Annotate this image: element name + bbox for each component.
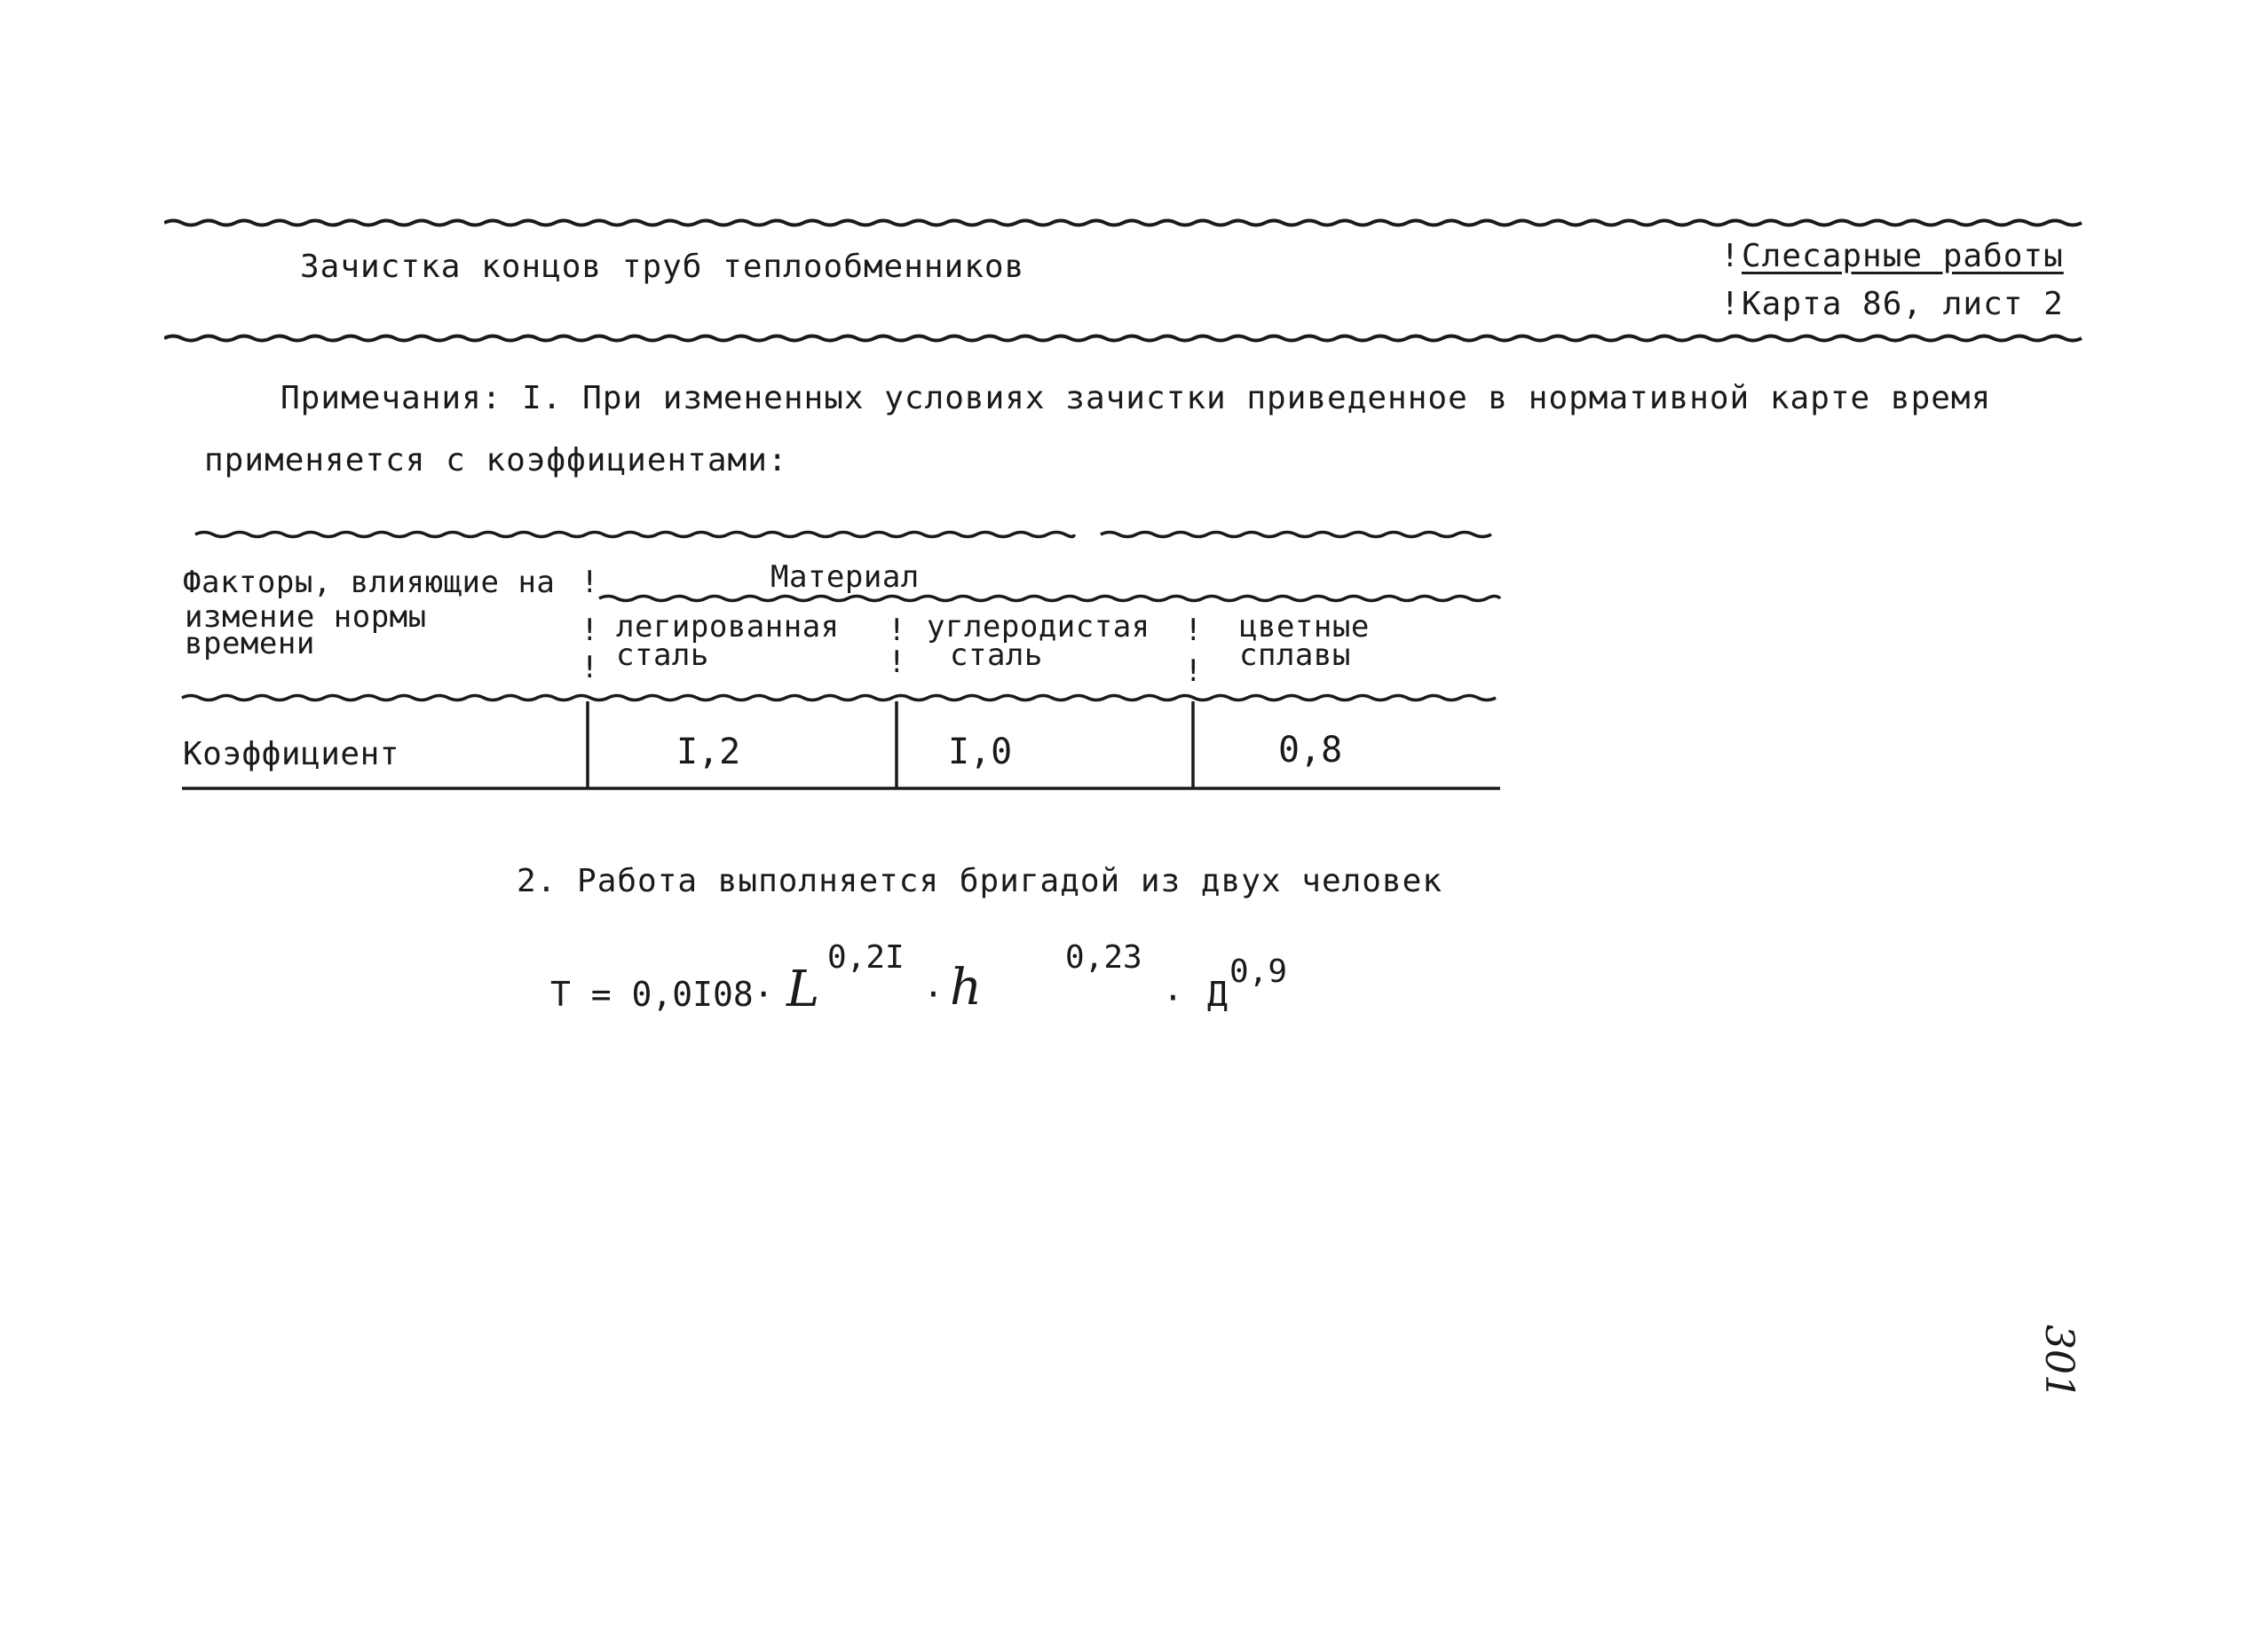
factor-header-line-3: времени <box>185 626 315 661</box>
separator: ! <box>888 613 906 648</box>
formula-var-d: Д <box>1207 975 1228 1014</box>
column-header-line-2: сплавы <box>1239 637 1351 673</box>
column-header-nonferrous-alloys <box>1239 609 1370 673</box>
factor-header-cont <box>185 599 427 661</box>
separator: ! <box>581 650 599 685</box>
factor-header <box>183 565 556 600</box>
time-formula <box>550 939 1349 1046</box>
section-label <box>1720 238 2064 274</box>
page-number: 301 <box>2036 1325 2082 1399</box>
note-2: 2. Работа выполняется бригадой из двух человек <box>517 863 1442 899</box>
note-1-line-2: применяется с коэффициентами: <box>204 442 788 479</box>
formula-var-h: h <box>950 959 983 1017</box>
separator: ! <box>1720 238 1741 274</box>
column-header-line-1: цветные <box>1239 609 1370 645</box>
header-bottom-rule <box>164 332 2090 344</box>
formula-dot-1: · <box>923 975 944 1014</box>
row-label-coefficient: Коэффициент <box>183 736 399 772</box>
column-header-line-1: углеродистая <box>927 609 1150 645</box>
column-header-line-2: сталь <box>616 637 709 673</box>
formula-var-l: L <box>786 961 820 1018</box>
section-name: Слесарные работы <box>1742 238 2064 274</box>
value-carbon-steel: I,0 <box>948 732 1013 772</box>
formula-lhs: Т = 0,0I08· <box>550 975 774 1014</box>
column-header-line-2: сталь <box>950 637 1043 673</box>
column-header-alloy-steel <box>616 609 840 673</box>
factor-header-line-2: измение нормы <box>185 599 427 635</box>
note-1-line-1: Примечания: I. При измененных условиях зачистки приведенное в нормативной карте время <box>281 380 1992 416</box>
factor-header-line-1: Факторы, влияющие на <box>183 565 556 600</box>
formula-dot-2: · <box>1163 978 1183 1017</box>
separator: ! <box>581 613 599 648</box>
card-label <box>1720 286 2064 322</box>
separator: ! <box>888 645 906 680</box>
separator: ! <box>1184 613 1203 648</box>
formula-exp-h: 0,23 <box>1065 939 1142 976</box>
card-number: Карта 86, лист 2 <box>1742 286 2064 322</box>
material-header: Материал <box>770 559 920 595</box>
document-title: Зачистка концов труб теплообменников <box>300 249 1025 285</box>
formula-exp-d: 0,9 <box>1229 953 1288 990</box>
formula-exp-l: 0,2I <box>827 939 905 976</box>
separator: ! <box>1720 286 1741 322</box>
value-alloy-steel: I,2 <box>676 732 741 772</box>
separator: ! <box>581 565 599 600</box>
column-header-carbon-steel <box>927 609 1150 673</box>
header-top-rule <box>164 217 2090 229</box>
value-nonferrous-alloys: 0,8 <box>1278 730 1343 771</box>
separator: ! <box>1184 653 1203 689</box>
column-header-line-1: легированная <box>616 609 840 645</box>
